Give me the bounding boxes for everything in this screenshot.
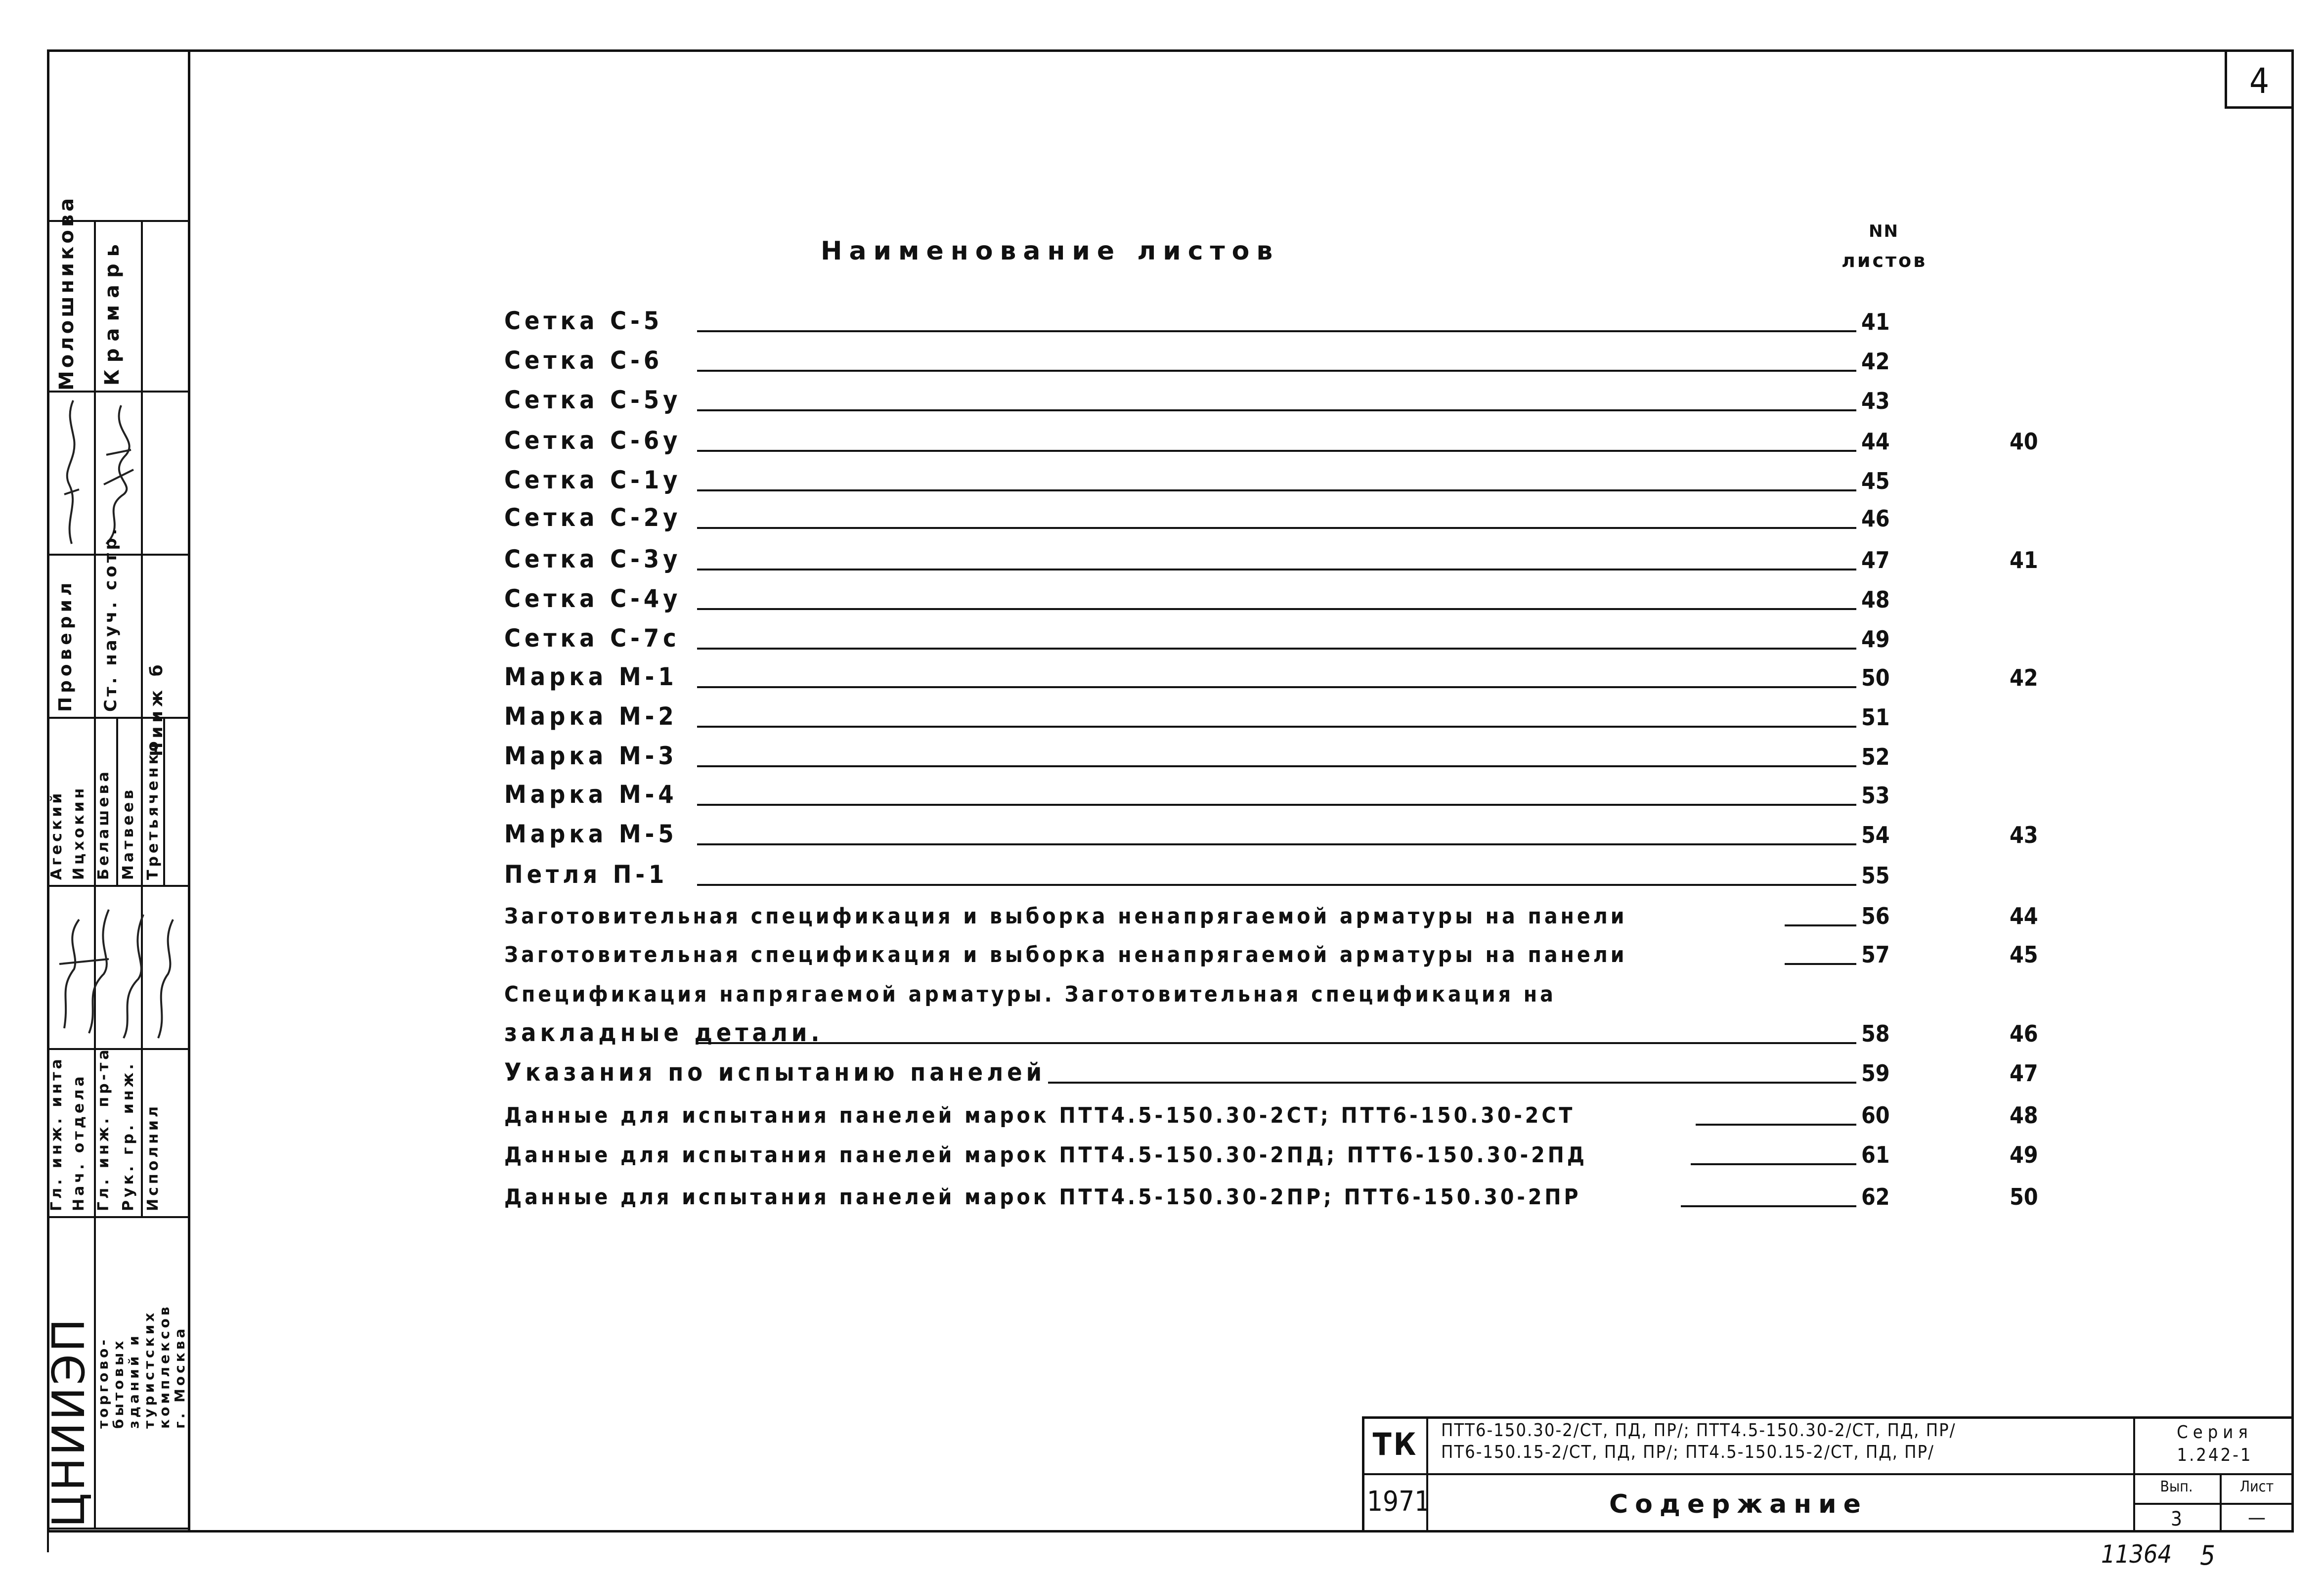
toc-row xyxy=(504,619,1888,654)
toc-row-leader xyxy=(1696,1124,1856,1126)
toc-number-label-top: NN xyxy=(1869,221,1899,241)
toc-row xyxy=(504,697,1888,732)
toc-row xyxy=(504,302,1888,336)
toc-row-name: Петля П-1 xyxy=(504,860,668,889)
toc-row-sheet-number: 52 xyxy=(1861,744,1890,770)
stamp-role-2: Нач. отдела xyxy=(70,1073,88,1211)
left-stamp xyxy=(43,49,188,1533)
title-block xyxy=(1362,1416,2294,1533)
toc-row-name: Сетка С-5 xyxy=(504,307,663,335)
toc-row-sheet-number: 41 xyxy=(1861,308,1890,335)
toc-row-leader xyxy=(697,765,1856,767)
toc-row-name: Марка М-4 xyxy=(504,780,678,809)
toc-row xyxy=(504,1053,2038,1088)
stamp-institute-line-3: зданий и xyxy=(126,1333,142,1429)
toc-row xyxy=(504,737,1888,771)
toc-row-name: Заготовительная спецификация и выборка ненапрягаемой арматуры на панели xyxy=(504,904,1627,929)
toc-row-leader xyxy=(697,686,1856,688)
stamp-role-1: Гл. инж. инта xyxy=(48,1056,65,1211)
stamp-institute-line-5: комплексов xyxy=(156,1304,173,1429)
toc-row-leader xyxy=(1785,963,1856,965)
toc-row-leader xyxy=(697,527,1856,529)
toc-row-name: Спецификация напрягаемой арматуры. Заготовительная спецификация на xyxy=(504,982,1556,1007)
archive-suffix: 5 xyxy=(2200,1540,2215,1571)
toc-row xyxy=(504,498,1888,533)
signature-1 xyxy=(49,395,94,549)
toc-row-leader xyxy=(1681,1205,1856,1207)
toc-row-leader xyxy=(697,608,1856,610)
toc-row-sheet-number: 58 xyxy=(1861,1020,1890,1047)
toc-row-sheet-number: 42 xyxy=(1861,348,1890,375)
toc-row-sheet-number: 50 xyxy=(1861,664,1890,691)
title-block-org: ТК xyxy=(1372,1426,1418,1462)
issue-label: Вып. xyxy=(2160,1478,2193,1495)
corner-sheet-number: 4 xyxy=(2249,61,2270,101)
toc-row-sheet-number: 53 xyxy=(1861,782,1890,809)
stamp-role-3: Гл. инж. пр-та xyxy=(95,1047,112,1211)
toc-row xyxy=(504,1095,2038,1130)
toc-row-aux-number: 47 xyxy=(2010,1060,2038,1087)
toc-row-aux-number: 41 xyxy=(2010,547,2038,573)
toc-row xyxy=(504,381,1888,415)
toc-row-name: Сетка С-6у xyxy=(504,426,682,455)
toc-row-name: Сетка С-1у xyxy=(504,466,682,494)
stamp-name-1: Агеский xyxy=(48,790,65,880)
toc-row xyxy=(504,896,2038,930)
toc-row-name: Сетка С-3у xyxy=(504,545,682,573)
stamp-institute-line-6: г. Москва xyxy=(172,1325,188,1429)
toc-row-name: Сетка С-5у xyxy=(504,386,682,414)
toc-row-name: Марка М-2 xyxy=(504,702,678,731)
stamp-name-2: Ицхокин xyxy=(70,785,88,880)
stamp-check-name: Крамарь xyxy=(101,237,124,386)
toc-heading: Наименование листов xyxy=(821,236,1280,266)
toc-row-aux-number: 48 xyxy=(2010,1102,2038,1129)
toc-row-name: Марка М-1 xyxy=(504,662,678,691)
toc-row-sheet-number: 46 xyxy=(1861,505,1890,532)
toc-row xyxy=(504,775,1888,810)
toc-row-name: Марка М-5 xyxy=(504,820,678,848)
toc-row xyxy=(504,657,2038,692)
toc-row-leader xyxy=(697,648,1856,650)
toc-row-sheet-number: 57 xyxy=(1861,941,1890,968)
toc-row-leader xyxy=(1785,924,1856,926)
archive-number: 11364 xyxy=(2101,1540,2172,1569)
toc-row xyxy=(504,421,2038,456)
toc-row-leader xyxy=(1691,1163,1856,1165)
toc-row-leader xyxy=(697,804,1856,806)
stamp-check-role: Ст. науч. сотр. xyxy=(101,526,121,712)
toc-row-name: Марка М-3 xyxy=(504,742,678,770)
frame-stamp-divider xyxy=(188,49,190,1533)
toc-row-sheet-number: 47 xyxy=(1861,547,1890,573)
stamp-check-label: Проверил xyxy=(55,578,76,712)
toc-row-leader xyxy=(1048,1082,1856,1084)
toc-row xyxy=(504,540,2038,574)
stamp-name-5: Третьяченко xyxy=(144,738,162,880)
toc-number-label-bottom: листов xyxy=(1842,250,1928,271)
stamp-role-5: Исполнил xyxy=(144,1103,162,1211)
toc-row-leader xyxy=(697,409,1856,411)
issue-value: 3 xyxy=(2171,1508,2182,1531)
toc-row-name: Сетка С-2у xyxy=(504,503,682,532)
toc-row-sheet-number: 62 xyxy=(1861,1183,1890,1210)
toc-row-leader xyxy=(697,1042,1856,1044)
toc-row-name: Сетка С-4у xyxy=(504,584,682,613)
toc-row xyxy=(504,461,1888,495)
toc-row-leader xyxy=(697,489,1856,491)
toc-row-sheet-number: 48 xyxy=(1861,586,1890,613)
stamp-check-extra: Нииж б xyxy=(147,660,167,756)
toc-row-leader xyxy=(697,884,1856,886)
toc-row-leader xyxy=(697,843,1856,845)
stamp-top-name: Молошникова xyxy=(55,195,78,391)
toc-row-sheet-number: 51 xyxy=(1861,704,1890,731)
toc-row-sheet-number: 43 xyxy=(1861,388,1890,414)
toc-row xyxy=(504,1135,2038,1169)
toc-row-sheet-number: 49 xyxy=(1861,626,1890,653)
stamp-name-3: Белашева xyxy=(95,769,112,880)
title-block-marks-1: ПТТ6-150.30-2/СТ, ПД, ПР/; ПТТ4.5-150.30-2/СТ, ПД, ПР/ xyxy=(1441,1420,1956,1441)
toc-row-aux-number: 46 xyxy=(2010,1020,2038,1047)
title-block-title: Содержание xyxy=(1609,1489,1868,1519)
toc-row-aux-number: 45 xyxy=(2010,941,2038,968)
toc-row-leader xyxy=(697,569,1856,570)
toc-row-name: закладные детали. xyxy=(504,1018,824,1047)
toc-row-name: Указания по испытанию панелей xyxy=(504,1058,1046,1087)
toc-row xyxy=(504,341,1888,376)
toc-row-aux-number: 40 xyxy=(2010,428,2038,455)
toc-row-aux-number: 49 xyxy=(2010,1141,2038,1168)
toc-row-sheet-number: 60 xyxy=(1861,1102,1890,1129)
title-block-marks-2: ПТ6-150.15-2/СТ, ПД, ПР/; ПТ4.5-150.15-2/СТ, ПД, ПР/ xyxy=(1441,1442,1934,1462)
stamp-institute: ЦНИИЭП xyxy=(43,1316,95,1528)
toc-row-sheet-number: 59 xyxy=(1861,1060,1890,1087)
stamp-institute-line-1: торгово- xyxy=(95,1337,111,1429)
toc-row-aux-number: 42 xyxy=(2010,664,2038,691)
toc-row-name: Данные для испытания панелей марок ПТТ4.5-150.30-2ПД; ПТТ6-150.30-2ПД xyxy=(504,1142,1588,1168)
toc-row-sheet-number: 44 xyxy=(1861,428,1890,455)
toc-row xyxy=(504,974,1888,1008)
toc-row-sheet-number: 54 xyxy=(1861,822,1890,848)
toc-row-leader xyxy=(697,726,1856,728)
title-block-year: 1971 xyxy=(1367,1486,1431,1518)
corner-sheet-box xyxy=(2225,49,2294,109)
toc-row-leader xyxy=(697,450,1856,452)
toc-row-name: Данные для испытания панелей марок ПТТ4.5-150.30-2СТ; ПТТ6-150.30-2СТ xyxy=(504,1103,1576,1128)
toc-row-name: Заготовительная спецификация и выборка ненапрягаемой арматуры на панели xyxy=(504,942,1627,967)
stamp-institute-line-2: бытовых xyxy=(110,1338,127,1429)
toc-row-aux-number: 43 xyxy=(2010,822,2038,848)
stamp-name-4: Матвеев xyxy=(120,787,137,880)
frame-left-tick xyxy=(47,1533,49,1552)
toc-row-leader xyxy=(697,330,1856,332)
toc-row-sheet-number: 45 xyxy=(1861,468,1890,494)
toc-row xyxy=(504,579,1888,614)
series-label: Серия xyxy=(2177,1422,2253,1443)
series-value: 1.242-1 xyxy=(2177,1445,2253,1465)
toc-row-sheet-number: 55 xyxy=(1861,862,1890,889)
toc-row-name: Данные для испытания панелей марок ПТТ4.5-150.30-2ПР; ПТТ6-150.30-2ПР xyxy=(504,1184,1581,1210)
toc-row xyxy=(504,1013,2038,1048)
stamp-role-4: Рук. гр. инж. xyxy=(120,1061,137,1211)
stamp-institute-line-4: туристских xyxy=(141,1310,157,1429)
toc-row-name: Сетка С-7с xyxy=(504,624,680,653)
toc-row-sheet-number: 61 xyxy=(1861,1141,1890,1168)
toc-row xyxy=(504,815,2038,849)
toc-row-aux-number: 44 xyxy=(2010,903,2038,929)
toc-row xyxy=(504,934,2038,969)
signature-group xyxy=(49,890,188,1043)
sheet-label: Лист xyxy=(2239,1478,2274,1495)
toc-row xyxy=(504,1177,2038,1211)
toc-row-sheet-number: 56 xyxy=(1861,903,1890,929)
toc-row-name: Сетка С-6 xyxy=(504,346,663,375)
toc-row-aux-number: 50 xyxy=(2010,1183,2038,1210)
toc-row-leader xyxy=(697,370,1856,372)
toc-row xyxy=(504,855,1888,890)
sheet-value: — xyxy=(2248,1506,2266,1529)
